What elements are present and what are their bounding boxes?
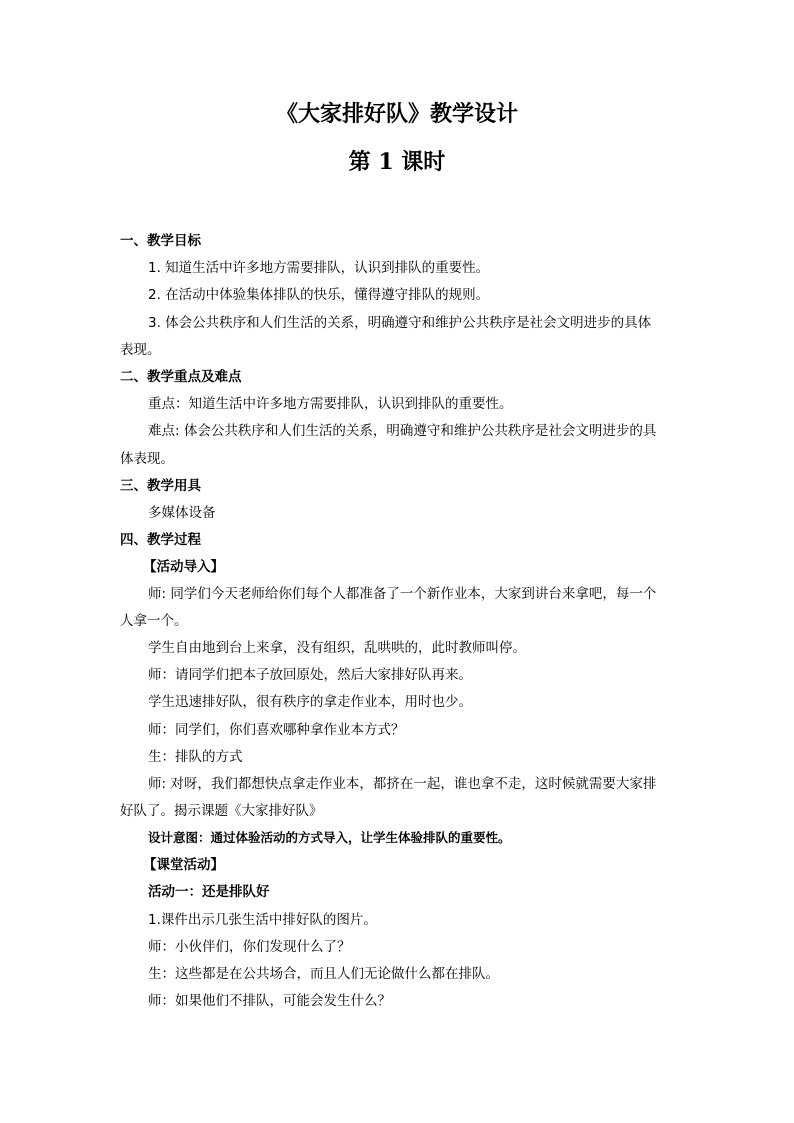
activity-line: 生：这些都是在公共场合，而且人们无论做什么都在排队。 bbox=[148, 966, 499, 982]
objective-line: 1. 知道生活中许多地方需要排队，认识到排队的重要性。 bbox=[148, 260, 490, 276]
objective-line: 2. 在活动中体验集体排队的快乐，懂得遵守排队的规则。 bbox=[148, 287, 490, 303]
activity-line: 1.课件出示几张生活中排好队的图片。 bbox=[148, 912, 377, 928]
section-heading-process: 四、教学过程 bbox=[120, 532, 201, 548]
process-line: 学生迅速排好队，很有秩序的拿走作业本，用时也少。 bbox=[148, 694, 472, 710]
process-line: 生：排队的方式 bbox=[148, 749, 243, 765]
difficulty-line-cont: 体表现。 bbox=[120, 451, 174, 467]
process-line: 师：请同学们把本子放回原处，然后大家排好队再来。 bbox=[148, 667, 472, 683]
subsection-intro-activity: 【活动导入】 bbox=[143, 559, 224, 575]
process-line-cont: 好队了。揭示课题《大家排好队》 bbox=[120, 803, 323, 819]
objective-line-cont: 表现。 bbox=[120, 342, 161, 358]
objective-line: 3. 体会公共秩序和人们生活的关系，明确遵守和维护公共秩序是社会文明进步的具体 bbox=[148, 315, 652, 331]
process-line: 学生自由地到台上来拿，没有组织，乱哄哄的，此时教师叫停。 bbox=[148, 640, 526, 656]
section-heading-keypoints: 二、教学重点及难点 bbox=[120, 369, 242, 385]
document-title: 《大家排好队》教学设计 bbox=[275, 101, 518, 127]
document-subtitle: 第 1 课时 bbox=[348, 149, 446, 175]
difficulty-line: 难点: 体会公共秩序和人们生活的关系，明确遵守和维护公共秩序是社会文明进步的具 bbox=[148, 423, 657, 439]
process-line: 师：同学们，你们喜欢哪种拿作业本方式？ bbox=[148, 722, 405, 738]
section-heading-objectives: 一、教学目标 bbox=[120, 233, 201, 249]
section-heading-tools: 三、教学用具 bbox=[120, 478, 201, 494]
process-line: 师: 同学们今天老师给你们每个人都准备了一个新作业本，大家到讲台来拿吧，每一个 bbox=[148, 586, 657, 602]
process-line: 师: 对呀，我们都想快点拿走作业本，都挤在一起，谁也拿不走，这时候就需要大家排 bbox=[148, 776, 657, 792]
tools-line: 多媒体设备 bbox=[148, 505, 216, 521]
keypoint-line: 重点：知道生活中许多地方需要排队，认识到排队的重要性。 bbox=[148, 396, 513, 412]
activity-one-heading: 活动一：还是排队好 bbox=[148, 884, 270, 900]
activity-line: 师：如果他们不排队，可能会发生什么？ bbox=[148, 993, 391, 1009]
subsection-class-activity: 【课堂活动】 bbox=[143, 857, 224, 873]
activity-line: 师：小伙伴们，你们发现什么了？ bbox=[148, 939, 351, 955]
design-intent: 设计意图：通过体验活动的方式导入，让学生体验排队的重要性。 bbox=[148, 830, 511, 845]
process-line-cont: 人拿一个。 bbox=[120, 613, 188, 629]
